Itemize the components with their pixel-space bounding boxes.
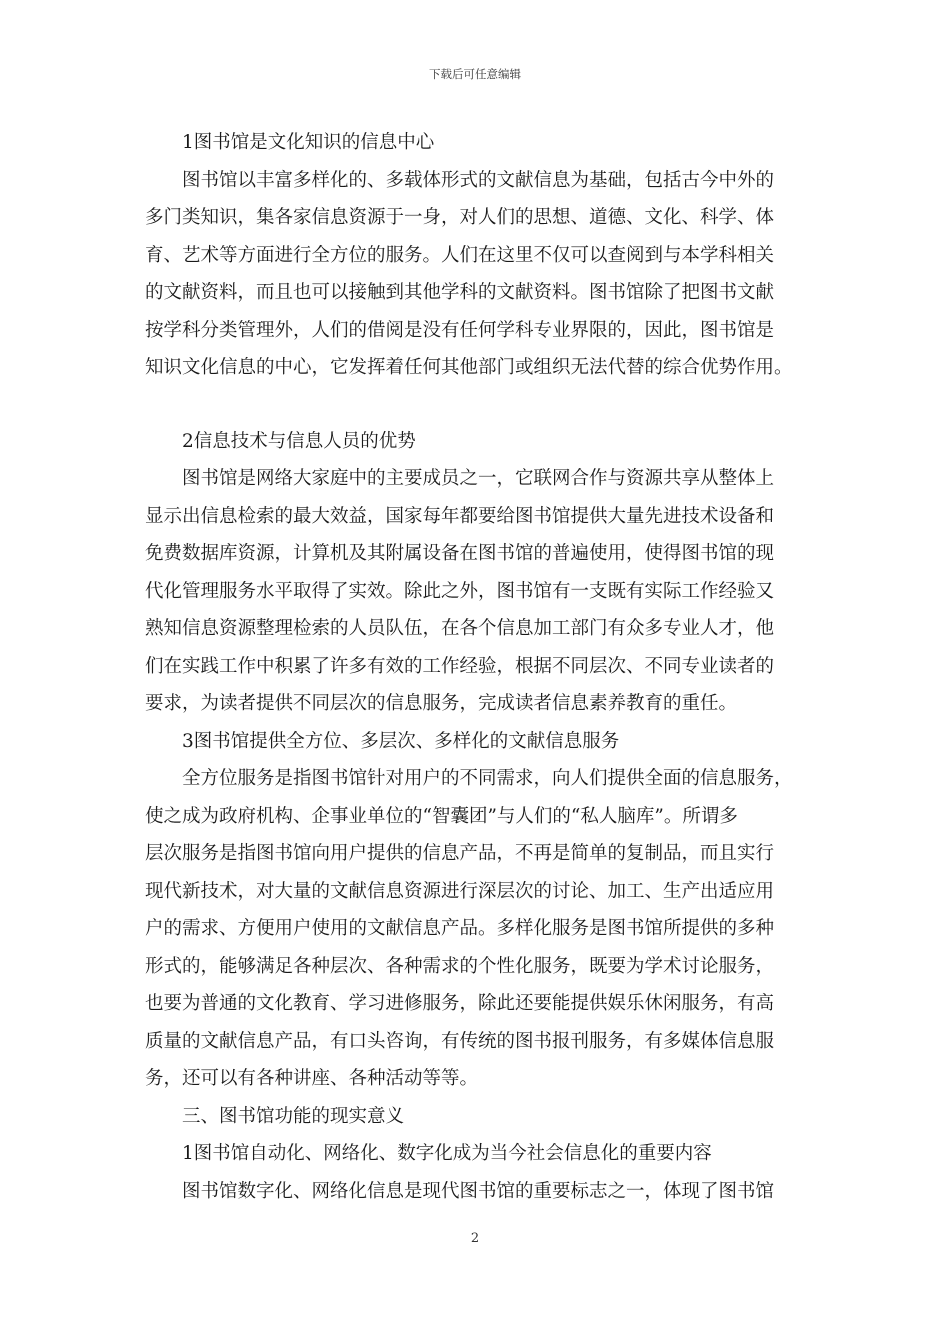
paragraph-line: 代化管理服务水平取得了实效。除此之外，图书馆有一支既有实际工作经验又 bbox=[145, 580, 775, 602]
paragraph-line: 多门类知识，集各家信息资源于一身，对人们的思想、道德、文化、科学、体 bbox=[145, 207, 775, 228]
section-heading: 1图书馆是文化知识的信息中心 bbox=[182, 132, 435, 153]
chapter-heading: 三、图书馆功能的现实意义 bbox=[182, 1105, 405, 1127]
paragraph-line: 使之成为政府机构、企事业单位的“智囊团”与人们的“私人脑库”。所谓多 bbox=[145, 805, 738, 827]
paragraph-line: 现代新技术，对大量的文献信息资源进行深层次的讨论、加工、生产出适应用 bbox=[145, 880, 775, 902]
paragraph-line: 熟知信息资源整理检索的人员队伍，在各个信息加工部门有众多专业人才，他 bbox=[145, 618, 775, 639]
page-header: 下载后可任意编辑 bbox=[429, 67, 521, 81]
paragraph-line: 知识文化信息的中心，它发挥着任何其他部门或组织无法代替的综合优势作用。 bbox=[145, 357, 793, 378]
paragraph-line: 也要为普通的文化教育、学习进修服务，除此还要能提供娱乐休闲服务，有高 bbox=[145, 993, 775, 1014]
paragraph-line: 显示出信息检索的最大效益，国家每年都要给图书馆提供大量先进技术设备和 bbox=[145, 505, 775, 527]
paragraph-line: 务，还可以有各种讲座、各种活动等等。 bbox=[145, 1068, 479, 1089]
section-heading: 3图书馆提供全方位、多层次、多样化的文献信息服务 bbox=[182, 730, 620, 752]
section-heading: 2信息技术与信息人员的优势 bbox=[182, 430, 416, 452]
paragraph-line: 质量的文献信息产品，有口头咨询，有传统的图书报刊服务，有多媒体信息服 bbox=[145, 1030, 775, 1052]
paragraph-line: 免费数据库资源，计算机及其附属设备在图书馆的普遍使用，使得图书馆的现 bbox=[145, 543, 775, 564]
paragraph-line: 图书馆数字化、网络化信息是现代图书馆的重要标志之一，体现了图书馆 bbox=[182, 1180, 775, 1202]
paragraph-line: 育、艺术等方面进行全方位的服务。人们在这里不仅可以查阅到与本学科相关 bbox=[145, 244, 775, 266]
paragraph-line: 户的需求、方便用户使用的文献信息产品。多样化服务是图书馆所提供的多种 bbox=[145, 918, 775, 939]
body-text bbox=[145, 124, 810, 1210]
section-heading: 1图书馆自动化、网络化、数字化成为当今社会信息化的重要内容 bbox=[182, 1143, 712, 1164]
paragraph-line: 的文献资料，而且也可以接触到其他学科的文献资料。图书馆除了把图书文献 bbox=[145, 282, 775, 303]
paragraph-line: 形式的，能够满足各种层次、各种需求的个性化服务，既要为学术讨论服务， bbox=[145, 955, 775, 977]
paragraph-line: 按学科分类管理外，人们的借阅是没有任何学科专业界限的，因此，图书馆是 bbox=[145, 319, 775, 341]
paragraph-line: 图书馆以丰富多样化的、多载体形式的文献信息为基础，包括古今中外的 bbox=[182, 169, 775, 191]
paragraph-line: 们在实践工作中积累了许多有效的工作经验，根据不同层次、不同专业读者的 bbox=[145, 655, 775, 677]
paragraph-line: 全方位服务是指图书馆针对用户的不同需求，向人们提供全面的信息服务， bbox=[182, 768, 793, 789]
paragraph-line: 要求，为读者提供不同层次的信息服务，完成读者信息素养教育的重任。 bbox=[145, 693, 738, 714]
page-number: 2 bbox=[470, 1231, 480, 1246]
paragraph-line: 图书馆是网络大家庭中的主要成员之一，它联网合作与资源共享从整体上 bbox=[182, 468, 775, 489]
paragraph-gap bbox=[145, 387, 810, 423]
paragraph-line: 层次服务是指图书馆向用户提供的信息产品，不再是简单的复制品，而且实行 bbox=[145, 843, 775, 864]
